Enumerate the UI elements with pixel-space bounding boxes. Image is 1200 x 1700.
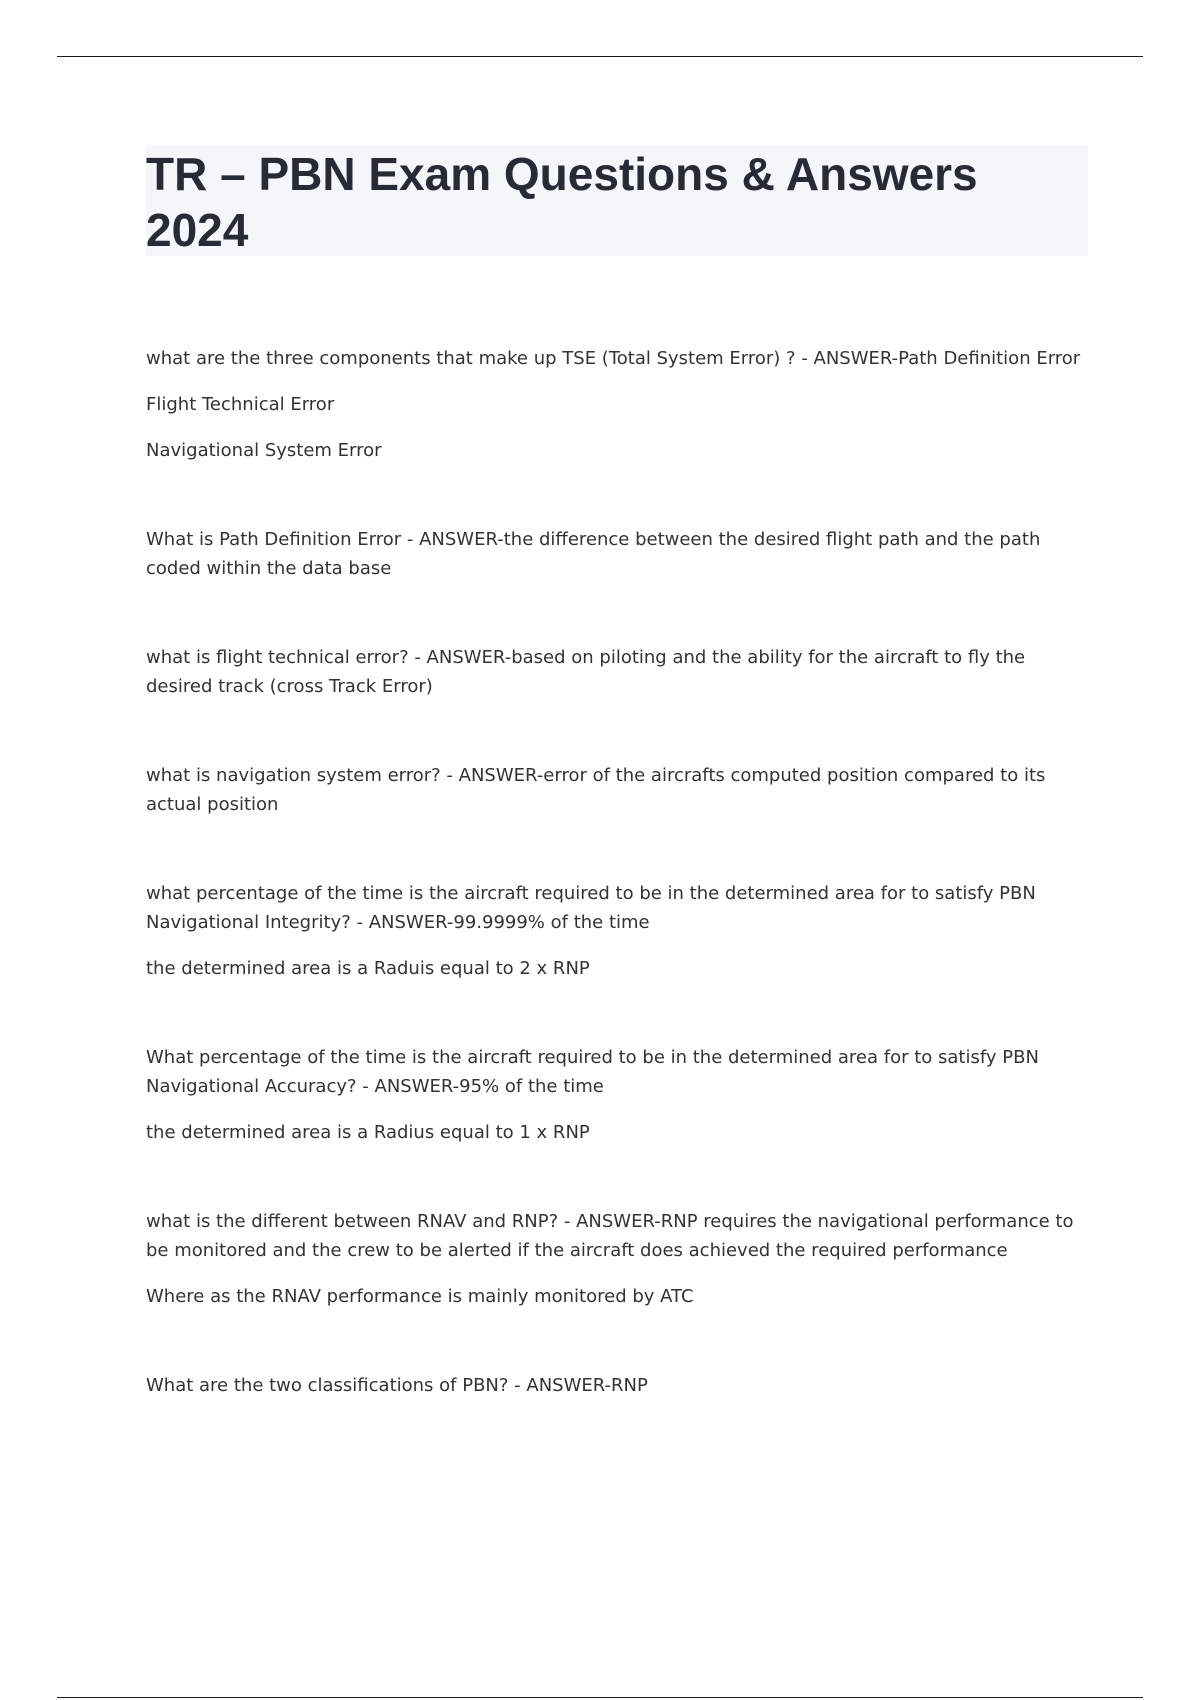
qa-item	[146, 1371, 1086, 1400]
qa-item	[146, 1043, 1086, 1147]
bottom-rule	[57, 1697, 1143, 1698]
qa-answer-line: Navigational System Error	[146, 440, 382, 461]
qa-answer-line: Flight Technical Error	[146, 394, 335, 415]
qa-answer-line: Where as the RNAV performance is mainly monitored by ATC	[146, 1286, 694, 1307]
qa-question-answer: what is navigation system error? - ANSWER-error of the aircrafts computed position compared to its actual position	[146, 765, 1046, 815]
qa-answer-line: the determined area is a Raduis equal to 2 x RNP	[146, 958, 590, 979]
qa-item	[146, 643, 1086, 701]
top-rule	[57, 56, 1143, 57]
qa-item	[146, 525, 1086, 583]
qa-list	[146, 344, 1086, 1460]
qa-item	[146, 344, 1086, 465]
qa-answer-line: the determined area is a Radius equal to 1 x RNP	[146, 1122, 590, 1143]
qa-question-answer: What percentage of the time is the aircraft required to be in the determined area for to satisfy PBN Navigational Accuracy? - ANSWER-95% of the time	[146, 1047, 1039, 1097]
qa-item	[146, 761, 1086, 819]
qa-question-answer: what are the three components that make up TSE (Total System Error) ? - ANSWER-Path Definition Error	[146, 348, 1081, 369]
qa-item	[146, 879, 1086, 983]
qa-question-answer: what percentage of the time is the aircraft required to be in the determined area for to satisfy PBN Navigational Integrity? - ANSWER-99.9999% of the time	[146, 883, 1036, 933]
qa-question-answer: what is the different between RNAV and RNP? - ANSWER-RNP requires the navigational performance to be monitored and the crew to be alerted if the aircraft does achieved the required performance	[146, 1211, 1074, 1261]
qa-question-answer: what is flight technical error? - ANSWER-based on piloting and the ability for the aircraft to fly the desired track (cross Track Error)	[146, 647, 1026, 697]
document-title: TR – PBN Exam Questions & Answers 2024	[146, 148, 978, 256]
qa-item	[146, 1207, 1086, 1311]
qa-question-answer: What is Path Definition Error - ANSWER-the difference between the desired flight path and the path coded within the data base	[146, 529, 1041, 579]
qa-question-answer: What are the two classifications of PBN? - ANSWER-RNP	[146, 1375, 648, 1396]
